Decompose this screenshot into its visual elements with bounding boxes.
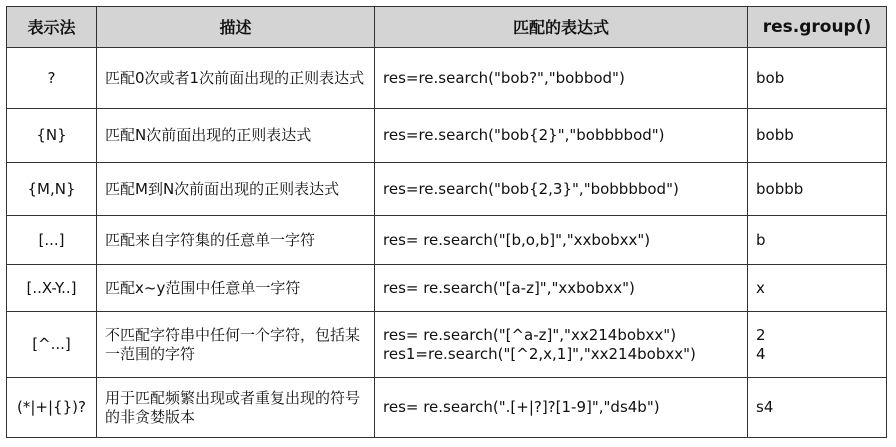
table-row: [7, 265, 887, 312]
cell-symbol: [...]: [7, 216, 97, 265]
result-line: x: [756, 278, 765, 297]
cell-result: [748, 216, 887, 265]
cell-result: [748, 265, 887, 312]
header-expression: 匹配的表达式: [375, 7, 748, 48]
table-row: [7, 163, 887, 216]
cell-description: 匹配M到N次前面出现的正则表达式: [97, 163, 375, 216]
expression-line: res= re.search(".[+|?]?[1-9]","ds4b"): [383, 398, 660, 416]
cell-expression: [375, 48, 748, 109]
cell-expression: [375, 312, 748, 378]
cell-expression: [375, 378, 748, 438]
cell-symbol: (*|+|{})?: [7, 378, 97, 438]
cell-expression: [375, 216, 748, 265]
table-row: [7, 378, 887, 438]
cell-expression: [375, 265, 748, 312]
expression-line: res=re.search("bob?","bobbod"): [383, 68, 625, 87]
cell-symbol: {M,N}: [7, 163, 97, 216]
cell-description: 用于匹配频繁出现或者重复出现的符号的非贪婪版本: [97, 378, 375, 438]
result-line: bobbb: [756, 179, 804, 198]
cell-description: 匹配0次或者1次前面出现的正则表达式: [97, 48, 375, 109]
expression-line: res1=re.search("[^2,x,1]","xx214bobxx"): [383, 344, 696, 363]
cell-result: [748, 109, 887, 163]
result-line: bobb: [756, 126, 794, 144]
cell-symbol: {N}: [7, 109, 97, 163]
cell-expression: [375, 163, 748, 216]
table-row: [7, 109, 887, 163]
cell-description: 匹配来自字符集的任意单一字符: [97, 216, 375, 265]
cell-result: [748, 48, 887, 109]
result-line: 4: [756, 344, 766, 363]
header-description: 描述: [97, 7, 375, 48]
expression-line: res= re.search("[^a-z]","xx214bobxx"): [383, 325, 677, 344]
cell-result: [748, 378, 887, 438]
cell-symbol: [..X-Y..]: [7, 265, 97, 312]
expression-line: res=re.search("bob{2,3}","bobbbbod"): [383, 179, 679, 198]
table-row: [7, 48, 887, 109]
cell-result: [748, 163, 887, 216]
cell-expression: [375, 109, 748, 163]
header-symbol: 表示法: [7, 7, 97, 48]
cell-symbol: ?: [7, 48, 97, 109]
cell-result: [748, 312, 887, 378]
header-row: [7, 7, 887, 48]
regex-table-container: [6, 6, 887, 438]
cell-symbol: [^...]: [7, 312, 97, 378]
result-line: 2: [756, 325, 766, 344]
expression-line: res=re.search("bob{2}","bobbbbod"): [383, 126, 665, 144]
cell-description: 不匹配字符串中任何一个字符，包括某一范围的字符: [97, 312, 375, 378]
result-line: b: [756, 230, 766, 249]
result-line: bob: [756, 68, 785, 87]
table-row: [7, 312, 887, 378]
cell-description: 匹配N次前面出现的正则表达式: [97, 109, 375, 163]
expression-line: res= re.search("[a-z]","xxbobxx"): [383, 278, 635, 297]
expression-line: res= re.search("[b,o,b]","xxbobxx"): [383, 230, 651, 249]
header-result: res.group(): [748, 7, 887, 48]
cell-description: 匹配x~y范围中任意单一字符: [97, 265, 375, 312]
table-row: [7, 216, 887, 265]
result-line: s4: [756, 398, 774, 416]
regex-table: [6, 6, 887, 438]
